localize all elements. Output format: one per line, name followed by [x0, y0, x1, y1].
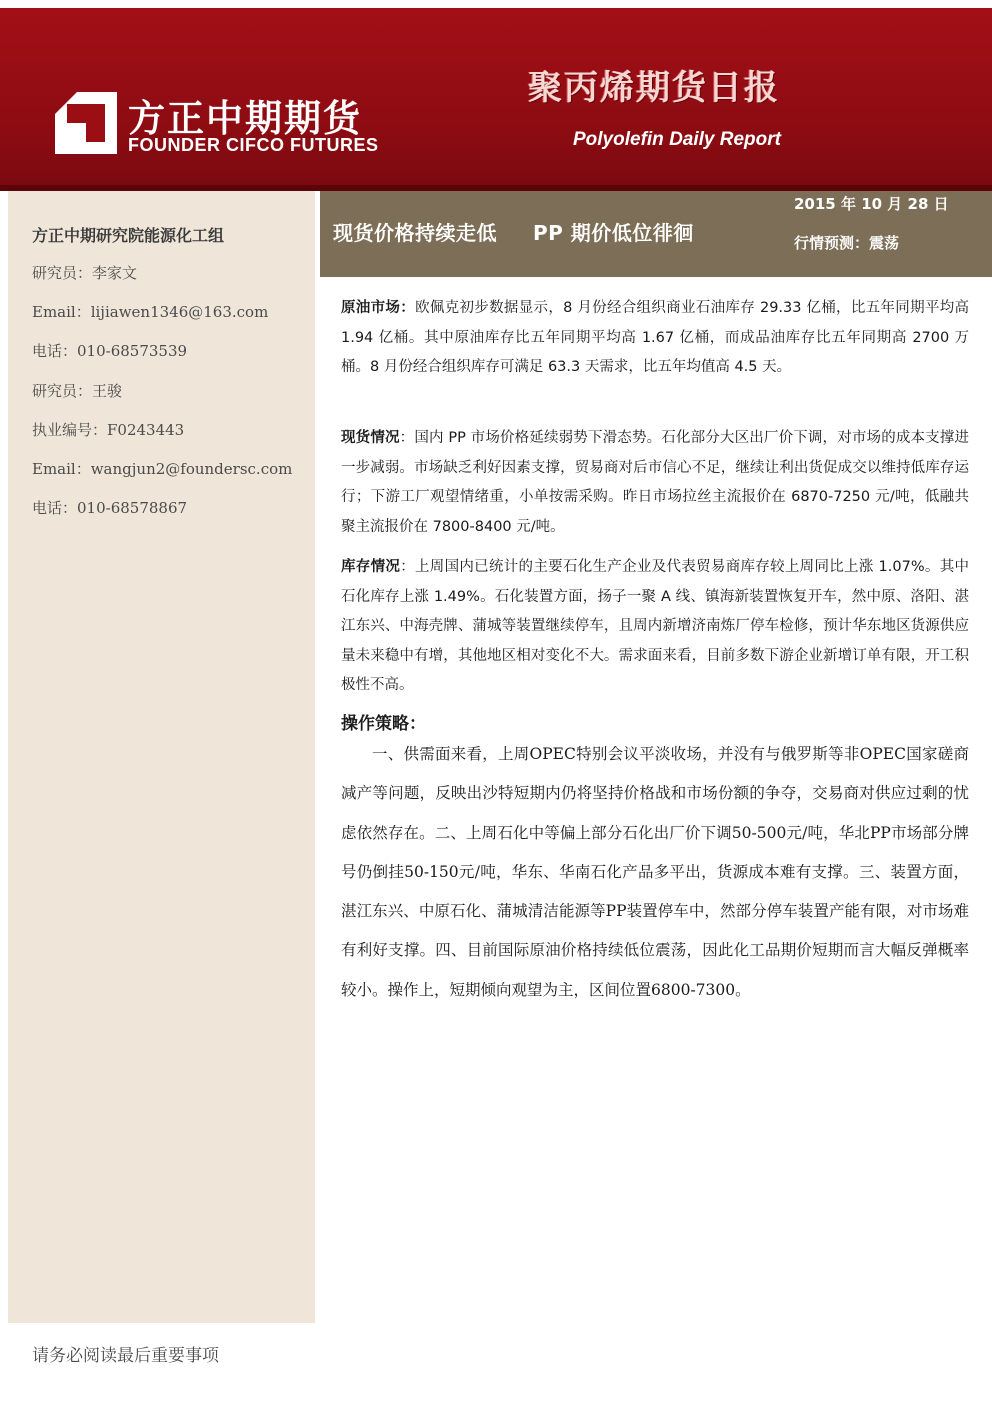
report-subtitle: Polyolefin Daily Report: [573, 129, 781, 150]
researcher-1-email[interactable]: Email：lijiawen1346@163.com: [32, 303, 269, 321]
headline: [333, 217, 694, 246]
report-title: 聚丙烯期货日报: [528, 68, 780, 108]
headline-band: [320, 191, 992, 277]
crude-oil-text: 欧佩克初步数据显示，8 月份经合组织商业石油库存 29.33 亿桶，比五年同期平均高 1.94 亿桶。其中原油库存比五年同期平均高 1.67 亿桶，而成品油库存比五年同期高 2700 万桶。8 月份经合组织库存可满足 63.3 天需求，比五年均值高 4.5 天。: [341, 300, 970, 375]
report-header: [0, 8, 992, 191]
researcher-2-license: 执业编号：F0243443: [32, 421, 185, 439]
inventory-label: 库存情况: [341, 559, 401, 575]
crude-oil-label: 原油市场：: [341, 300, 416, 316]
researcher-2-phone: 电话：010-68578867: [32, 499, 188, 517]
strategy-title: 操作策略：: [341, 714, 426, 734]
headline-part-2: PP 期价低位徘徊: [533, 221, 694, 245]
researcher-2-name: 研究员：王骏: [32, 382, 123, 400]
spot-label: 现货情况: [341, 430, 400, 446]
researcher-sidebar: [8, 191, 315, 1323]
company-name-en: FOUNDER CIFCO FUTURES: [128, 135, 379, 155]
disclaimer-note: 请务必阅读最后重要事项: [32, 1346, 219, 1366]
report-date: 2015 年 10 月 28 日: [794, 195, 949, 213]
inventory-section: [341, 553, 969, 701]
headline-part-1: 现货价格持续走低: [333, 221, 497, 245]
strategy-text: 一、供需面来看，上周OPEC特别会议平淡收场，并没有与俄罗斯等非OPEC国家磋商减产等问题，反映出沙特短期内仍将坚持价格战和市场份额的争夺，交易商对供应过剩的忧虑依然存在。二、上周石化中等偏上部分石化出厂价下调50-500元/吨，华北PP市场部分牌号仍倒挂50-150元/吨，华东、华南石化产品多平出，货源成本难有支撑。三、装置方面，湛江东兴、中原石化、蒲城清洁能源等PP装置停车中，然部分停车装置产能有限，对市场难有利好支撑。四、目前国际原油价格持续低位震荡，因此化工品期价短期而言大幅反弹概率较小。操作上，短期倾向观望为主，区间位置6800-7300。: [341, 745, 969, 999]
researcher-1-phone: 电话：010-68573539: [32, 342, 188, 360]
researcher-2-email[interactable]: Email：wangjun2@foundersc.com: [32, 460, 293, 478]
founder-logo-icon: [55, 92, 117, 154]
company-name-cn: 方正中期期货: [128, 97, 362, 140]
researcher-1-name: 研究员：李家文: [32, 264, 138, 282]
spot-section: [341, 424, 969, 542]
research-group: 方正中期研究院能源化工组: [32, 226, 225, 245]
market-forecast: 行情预测：震荡: [794, 234, 900, 252]
inventory-text: ：上周国内已统计的主要石化生产企业及代表贸易商库存较上周同比上涨 1.07%。其中石化库存上涨 1.49%。石化装置方面，扬子一聚 A 线、镇海新装置恢复开车，然中原、洛阳、湛江东兴、中海壳牌、蒲城等装置继续停车，且周内新增济南炼厂停车检修，预计华东地区货源供应量未来稳中有增，其他地区相对变化不大。需求面来看，目前多数下游企业新增订单有限，开工积极性不高。: [341, 559, 970, 693]
crude-oil-section: [341, 294, 969, 383]
spot-text: ：国内 PP 市场价格延续弱势下滑态势。石化部分大区出厂价下调，对市场的成本支撑进一步减弱。市场缺乏利好因素支撑，贸易商对后市信心不足，继续让利出货促成交以维持低库存运行；下游工厂观望情绪重，小单按需采购。昨日市场拉丝主流报价在 6870-7250 元/吨，低融共聚主流报价在 7800-8400 元/吨。: [341, 430, 970, 535]
